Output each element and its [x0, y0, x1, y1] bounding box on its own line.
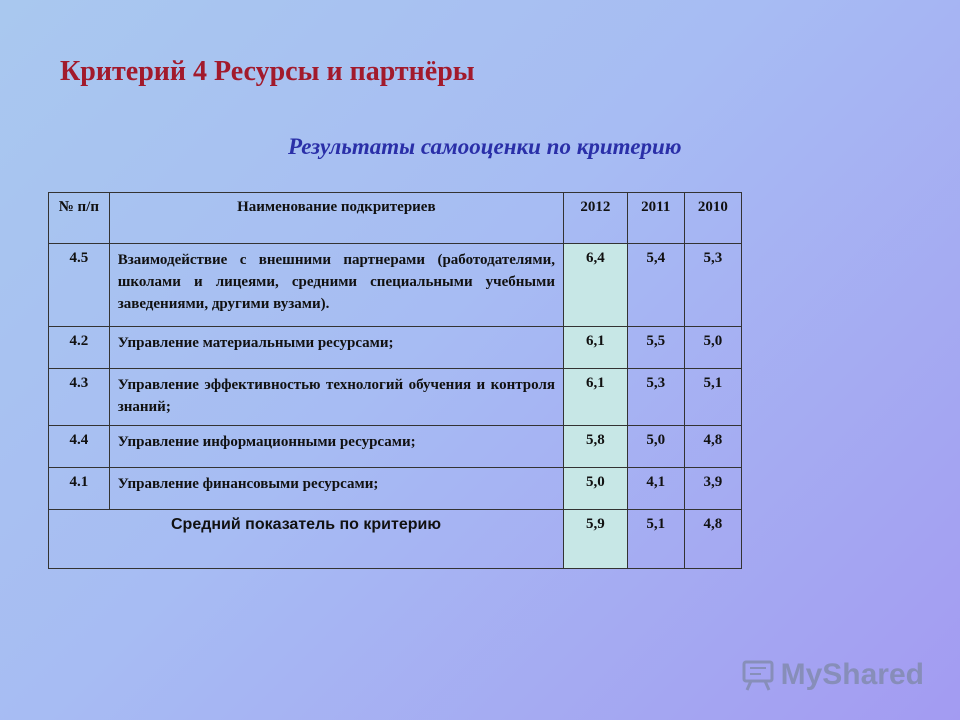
row-no: 4.5	[49, 244, 110, 327]
total-label: Средний показатель по критерию	[49, 510, 564, 569]
watermark-text: MyShared	[780, 658, 924, 691]
page-subtitle: Результаты самооценки по критерию	[288, 134, 682, 159]
header-2012: 2012	[564, 193, 628, 244]
header-no: № п/п	[49, 193, 110, 244]
row-2011: 5,0	[627, 426, 684, 468]
row-no: 4.3	[49, 369, 110, 426]
header-2011: 2011	[627, 193, 684, 244]
watermark	[741, 658, 924, 692]
total-2011: 5,1	[627, 510, 684, 569]
row-name: Управление информационными ресурсами;	[109, 426, 563, 468]
row-no: 4.4	[49, 426, 110, 468]
row-2010: 4,8	[684, 426, 741, 468]
row-2011: 5,3	[627, 369, 684, 426]
row-2011: 4,1	[627, 468, 684, 510]
criteria-table	[48, 192, 742, 569]
row-no: 4.1	[49, 468, 110, 510]
row-no: 4.2	[49, 327, 110, 369]
total-2012: 5,9	[564, 510, 628, 569]
table-total-row	[49, 510, 742, 569]
table-row	[49, 244, 742, 327]
row-2012: 5,8	[564, 426, 628, 468]
presentation-board-icon	[741, 658, 775, 692]
row-2011: 5,5	[627, 327, 684, 369]
row-2011: 5,4	[627, 244, 684, 327]
header-2010: 2010	[684, 193, 741, 244]
row-name: Управление финансовыми ресурсами;	[109, 468, 563, 510]
table-header-row	[49, 193, 742, 244]
page-title: Критерий 4 Ресурсы и партнёры	[60, 56, 475, 87]
table-row	[49, 468, 742, 510]
table-row	[49, 327, 742, 369]
row-name: Управление материальными ресурсами;	[109, 327, 563, 369]
row-2012: 6,1	[564, 369, 628, 426]
row-2012: 5,0	[564, 468, 628, 510]
table-row	[49, 426, 742, 468]
row-2010: 3,9	[684, 468, 741, 510]
row-2010: 5,1	[684, 369, 741, 426]
row-2010: 5,3	[684, 244, 741, 327]
row-2012: 6,1	[564, 327, 628, 369]
total-2010: 4,8	[684, 510, 741, 569]
table-row	[49, 369, 742, 426]
row-2010: 5,0	[684, 327, 741, 369]
row-2012: 6,4	[564, 244, 628, 327]
row-name: Управление эффективностью технологий обучения и контроля знаний;	[109, 369, 563, 426]
row-name: Взаимодействие с внешними партнерами (работодателями, школами и лицеями, средними специальными учебными заведениями, другими вузами).	[109, 244, 563, 327]
header-name: Наименование подкритериев	[109, 193, 563, 244]
